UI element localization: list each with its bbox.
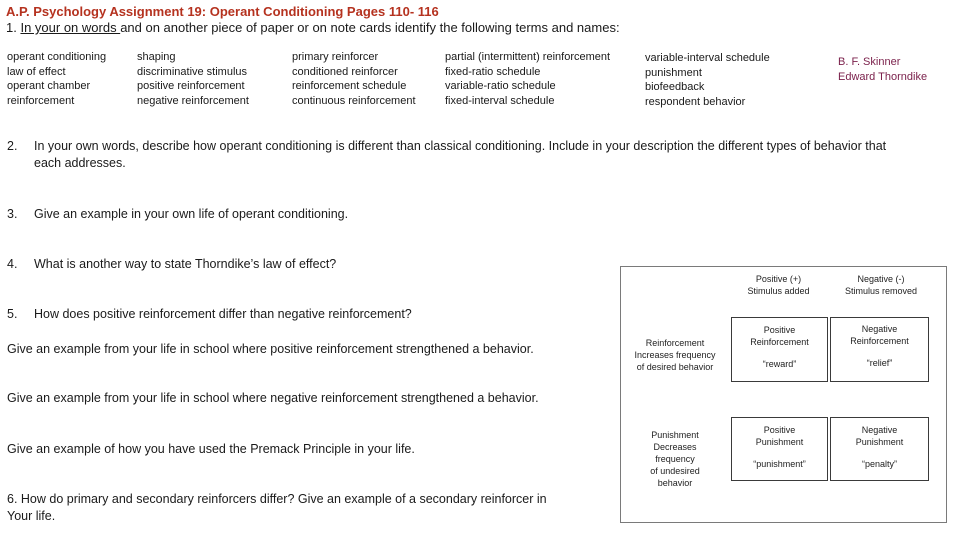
question-4-number: 4.	[7, 257, 18, 271]
cell-negative-reinforcement-line: Negative	[861, 324, 898, 334]
cell-negative-reinforcement	[830, 317, 929, 382]
question-3	[7, 206, 607, 224]
cell-positive-punishment-nickname: “punishment”	[753, 459, 806, 469]
terms-column-4	[445, 50, 610, 108]
question-4	[7, 256, 607, 274]
question-6-line-1: 6. How do primary and secondary reinforcers differ? Give an example of a secondary reinforcer in	[7, 492, 547, 506]
term: variable-ratio schedule	[445, 80, 556, 92]
prompt-positive-reinforcement: Give an example from your life in school where positive reinforcement strengthened a behavior.	[7, 342, 534, 356]
term: negative reinforcement	[137, 94, 249, 107]
term: law of effect	[7, 65, 66, 78]
row-header-punishment-line: Punishment	[651, 430, 699, 440]
row-header-punishment	[623, 429, 727, 489]
cell-negative-punishment-line: Punishment	[855, 437, 904, 447]
term: operant conditioning	[7, 51, 107, 63]
row-header-punishment-line: Decreases	[653, 442, 697, 452]
question-2-line-1: In your own words, describe how operant conditioning is different than classical conditioning. Include in your description the different types of behavior that	[34, 139, 887, 153]
term: positive reinforcement	[137, 80, 245, 92]
prompt-premack-principle: Give an example of how you have used the Premack Principle in your life.	[7, 442, 415, 456]
term: punishment	[645, 66, 702, 79]
question-5	[7, 306, 607, 324]
term: fixed-interval schedule	[445, 94, 555, 107]
row-header-punishment-line: of undesired	[650, 466, 700, 476]
question-4-text: What is another way to state Thorndike’s law of effect?	[34, 257, 337, 271]
term: conditioned reinforcer	[292, 65, 398, 78]
question-5-number: 5.	[7, 307, 18, 321]
terms-column-2	[137, 50, 249, 108]
cell-positive-reinforcement	[731, 317, 828, 382]
column-header-positive-line-1: Positive (+)	[755, 274, 802, 284]
question-1	[6, 20, 620, 35]
terms-column-1	[7, 50, 106, 108]
cell-negative-punishment-line: Negative	[861, 425, 898, 435]
question-1-number: 1.	[6, 20, 17, 35]
row-header-punishment-line: behavior	[657, 478, 693, 488]
term: biofeedback	[645, 81, 705, 93]
cell-positive-reinforcement-nickname: “reward”	[762, 359, 797, 369]
term: fixed-ratio schedule	[445, 65, 541, 78]
cell-negative-reinforcement-line: Reinforcement	[850, 336, 909, 346]
cell-negative-reinforcement-nickname: “relief”	[866, 358, 893, 368]
question-5-text: How does positive reinforcement differ than negative reinforcement?	[34, 307, 412, 321]
term: respondent behavior	[645, 95, 746, 108]
cell-positive-reinforcement-line: Positive	[763, 325, 796, 335]
cell-positive-punishment-line: Punishment	[755, 437, 804, 447]
name-thorndike: Edward Thorndike	[838, 71, 928, 83]
term: primary reinforcer	[292, 51, 379, 63]
row-header-reinforcement-line: of desired behavior	[636, 362, 714, 372]
cell-positive-reinforcement-line: Reinforcement	[750, 337, 809, 347]
term: reinforcement	[7, 94, 75, 107]
cell-negative-punishment	[830, 417, 929, 481]
name-skinner: B. F. Skinner	[838, 56, 901, 68]
row-header-reinforcement	[623, 337, 727, 373]
question-1-text: and on another piece of paper or on note cards identify the following terms and names:	[120, 20, 620, 35]
prompt-negative-reinforcement: Give an example from your life in school where negative reinforcement strengthened a behavior.	[7, 391, 539, 405]
term: partial (intermittent) reinforcement	[445, 51, 611, 63]
row-header-punishment-line: frequency	[655, 454, 695, 464]
cell-positive-punishment	[731, 417, 828, 481]
column-header-negative-line-1: Negative (-)	[857, 274, 905, 284]
question-2-number: 2.	[7, 139, 18, 153]
names-list	[838, 55, 927, 85]
column-header-positive	[731, 273, 826, 297]
term: continuous reinforcement	[292, 94, 416, 107]
question-1-underlined: In your on words	[20, 20, 121, 35]
term: reinforcement schedule	[292, 80, 407, 92]
question-3-number: 3.	[7, 207, 18, 221]
terms-column-3	[292, 50, 416, 108]
term: operant chamber	[7, 80, 91, 92]
row-header-reinforcement-line: Reinforcement	[645, 338, 705, 348]
question-2-line-2: each addresses.	[34, 156, 126, 170]
assignment-title: A.P. Psychology Assignment 19: Operant Conditioning Pages 110- 116	[6, 4, 439, 19]
cell-positive-punishment-line: Positive	[763, 425, 796, 435]
column-header-positive-line-2: Stimulus added	[747, 286, 810, 296]
question-2	[7, 138, 952, 174]
question-3-text: Give an example in your own life of operant conditioning.	[34, 207, 349, 221]
row-header-reinforcement-line: Increases frequency	[634, 350, 716, 360]
term: shaping	[137, 51, 176, 63]
term: variable-interval schedule	[645, 52, 770, 64]
term: discriminative stimulus	[137, 65, 248, 78]
column-header-negative-line-2: Stimulus removed	[844, 286, 918, 296]
cell-negative-punishment-nickname: “penalty”	[861, 459, 897, 469]
column-header-negative	[831, 273, 931, 297]
reinforcement-punishment-table	[620, 266, 947, 523]
terms-column-5	[645, 51, 770, 109]
question-6-line-2: Your life.	[7, 509, 56, 523]
